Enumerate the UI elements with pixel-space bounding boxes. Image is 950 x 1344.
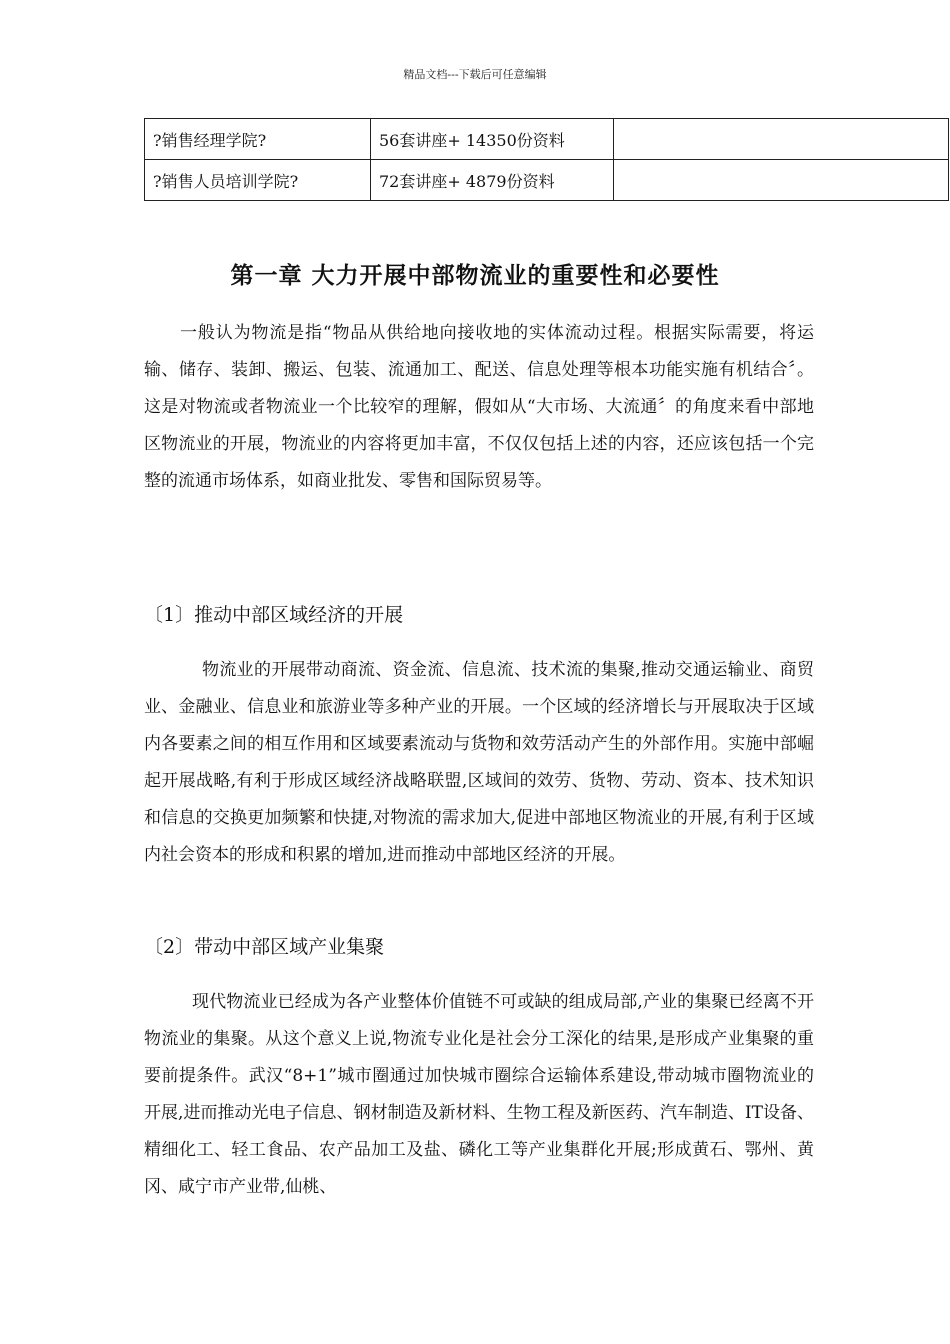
table-cell: 56套讲座+ 14350份资料 <box>371 119 614 160</box>
table-cell <box>614 160 949 201</box>
table-cell: ?销售经理学院? <box>145 119 371 160</box>
section-1-paragraph: 物流业的开展带动商流、资金流、信息流、技术流的集聚,推动交通运输业、商贸业、金融业、信息业和旅游业等多种产业的开展。一个区域的经济增长与开展取决于区域内各要素之间的相互作用和区域要素流动与货物和效劳活动产生的外部作用。实施中部崛起开展战略,有利于形成区域经济战略联盟,区域间的效劳、货物、劳动、资本、技术知识和信息的交换更加频繁和快捷,对物流的需求加大,促进中部地区物流业的开展,有利于区域内社会资本的形成和积累的增加,进而推动中部地区经济的开展。 <box>144 660 814 865</box>
table-row <box>145 119 949 160</box>
section-2-paragraph: 现代物流业已经成为各产业整体价值链不可或缺的组成局部,产业的集聚已经离不开物流业的集聚。从这个意义上说,物流专业化是社会分工深化的结果,是形成产业集聚的重要前提条件。武汉“8+1”城市圈通过加快城市圈综合运输体系建设,带动城市圈物流业的开展,进而推动光电子信息、钢材制造及新材料、生物工程及新医药、汽车制造、IT设备、精细化工、轻工食品、农产品加工及盐、磷化工等产业集群化开展;形成黄石、鄂州、黄冈、咸宁市产业带,仙桃、 <box>144 992 814 1197</box>
section-2-heading: 〔2〕带动中部区域产业集聚 <box>144 936 385 958</box>
table-cell: 72套讲座+ 4879份资料 <box>371 160 614 201</box>
section-1-heading: 〔1〕推动中部区域经济的开展 <box>144 604 404 626</box>
page-header: 精品文档---下载后可任意编辑 <box>403 68 547 81</box>
intro-paragraph: 一般认为物流是指“物品从供给地向接收地的实体流动过程。根据实际需要，将运输、储存、装卸、搬运、包装、流通加工、配送、信息处理等根本功能实施有机结合〞。这是对物流或者物流业一个比较窄的理解，假如从“大市场、大流通〞的角度来看中部地区物流业的开展，物流业的内容将更加丰富，不仅仅包括上述的内容，还应该包括一个完整的流通市场体系，如商业批发、零售和国际贸易等。 <box>144 323 814 491</box>
table-cell: ?销售人员培训学院? <box>145 160 371 201</box>
chapter-title: 第一章 大力开展中部物流业的重要性和必要性 <box>230 263 720 289</box>
table-row <box>145 160 949 201</box>
resource-table <box>144 118 949 201</box>
table-cell <box>614 119 949 160</box>
